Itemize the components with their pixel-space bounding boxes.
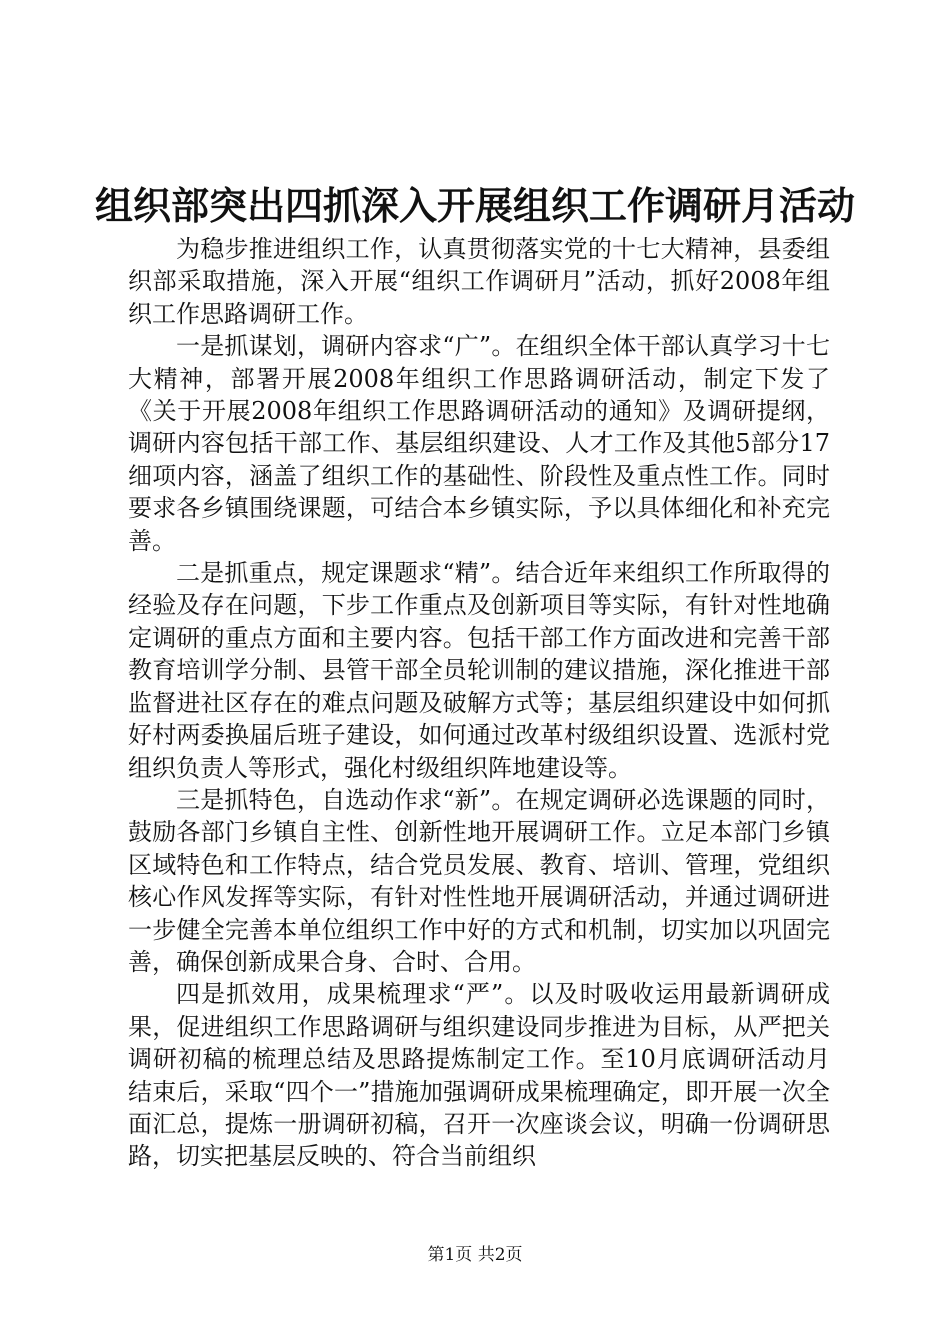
paragraph-intro: 为稳步推进组织工作，认真贯彻落实党的十七大精神，县委组织部采取措施，深入开展“组织工作调研月”活动，抓好2008年组织工作思路调研工作。	[128, 235, 830, 328]
paragraph-point-1: 一是抓谋划，调研内容求“广”。在组织全体干部认真学习十七大精神，部署开展2008年组织工作思路调研活动，制定下发了《关于开展2008年组织工作思路调研活动的通知》及调研提纲，调研内容包括干部工作、基层组织建设、人才工作及其他5部分17细项内容，涵盖了组织工作的基础性、阶段性及重点性工作。同时要求各乡镇围绕课题，可结合本乡镇实际，予以具体细化和补充完善。	[128, 332, 830, 555]
paragraph-point-3: 三是抓特色，自选动作求“新”。在规定调研必选课题的同时，鼓励各部门乡镇自主性、创新性地开展调研工作。立足本部门乡镇区域特色和工作特点，结合党员发展、教育、培训、管理，党组织核心作风发挥等实际，有针对性性地开展调研活动，并通过调研进一步健全完善本单位组织工作中好的方式和机制，切实加以巩固完善，确保创新成果合身、合时、合用。	[128, 785, 830, 976]
document-title: 组织部突出四抓深入开展组织工作调研月活动	[94, 183, 855, 228]
paragraph-point-4: 四是抓效用，成果梳理求“严”。以及时吸收运用最新调研成果，促进组织工作思路调研与组织建设同步推进为目标，从严把关调研初稿的梳理总结及思路提炼制定工作。至10月底调研活动月结束后，采取“四个一”措施加强调研成果梳理确定，即开展一次全面汇总，提炼一册调研初稿，召开一次座谈会议，明确一份调研思路，切实把基层反映的、符合当前组织	[128, 980, 830, 1171]
page-number-footer: 第1页 共2页	[427, 1245, 523, 1265]
document-body	[128, 233, 830, 1173]
paragraph-point-2: 二是抓重点，规定课题求“精”。结合近年来组织工作所取得的经验及存在问题，下步工作重点及创新项目等实际，有针对性地确定调研的重点方面和主要内容。包括干部工作方面改进和完善干部教育培训学分制、县管干部全员轮训制的建议措施，深化推进干部监督进社区存在的难点问题及破解方式等；基层组织建设中如何抓好村两委换届后班子建设，如何通过改革村级组织设置、选派村党组织负责人等形式，强化村级组织阵地建设等。	[128, 559, 830, 782]
